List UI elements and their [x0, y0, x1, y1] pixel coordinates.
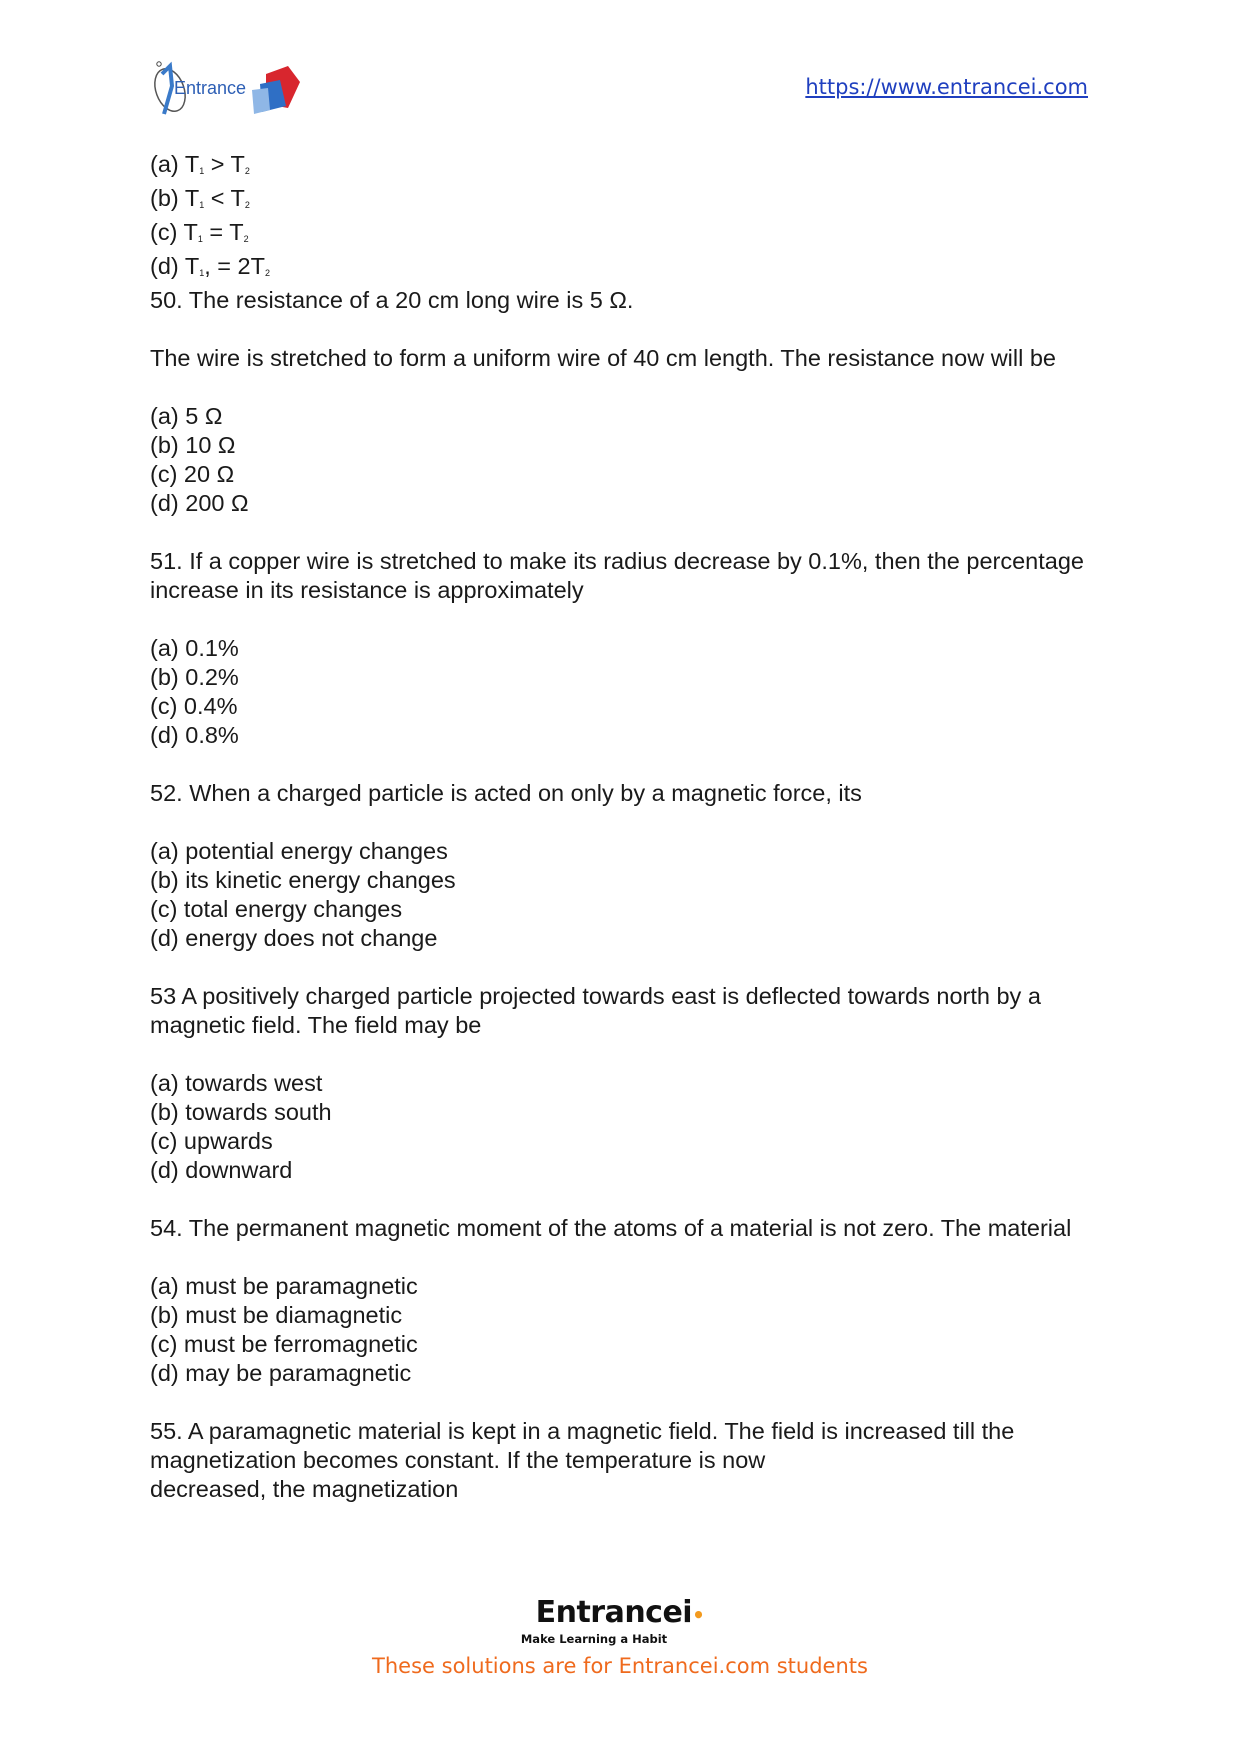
q49-option-b: (b) $T_1 < T_2$	[150, 185, 250, 211]
brand-dot-icon: •	[692, 1603, 705, 1627]
q54-option-a: (a) must be paramagnetic	[150, 1273, 418, 1299]
q50-option-d: (d) 200 Ω	[150, 490, 249, 516]
q49-option-c: (c) $T_1 = T_2$	[150, 219, 249, 245]
document-body	[150, 150, 1090, 1504]
q49-option-d: (d) $T_1$, = $2T_2$	[150, 253, 270, 279]
q55-stem-line-3: decreased, the magnetization	[150, 1476, 459, 1502]
q54-stem: 54. The permanent magnetic moment of the atoms of a material is not zero. The material	[150, 1215, 1072, 1241]
entrance-logo-icon	[148, 56, 308, 122]
q50-option-b: (b) 10 Ω	[150, 432, 236, 458]
q51-stem: 51. If a copper wire is stretched to make its radius decrease by 0.1%, then the percentage increase in its resistance is approximately	[150, 548, 1084, 603]
q52-option-a: (a) potential energy changes	[150, 838, 448, 864]
q55-stem-line-2: magnetization becomes constant. If the temperature is now	[150, 1447, 766, 1473]
footer-tagline: Make Learning a Habit	[520, 1632, 668, 1646]
q51-option-a: (a) 0.1%	[150, 635, 239, 661]
q50-option-a: (a) 5 Ω	[150, 403, 223, 429]
footer-brand: Entrancei•	[535, 1595, 705, 1630]
q51-option-c: (c) 0.4%	[150, 693, 238, 719]
svg-text:Entrance: Entrance	[174, 78, 247, 98]
q53-option-c: (c) upwards	[150, 1128, 273, 1154]
q54-option-c: (c) must be ferromagnetic	[150, 1331, 418, 1357]
q50-stem: 50. The resistance of a 20 cm long wire is 5 Ω.	[150, 287, 634, 313]
q50-stem-continued: The wire is stretched to form a uniform wire of 40 cm length. The resistance now will be	[150, 345, 1057, 371]
q52-stem: 52. When a charged particle is acted on only by a magnetic force, its	[150, 780, 862, 806]
q50-option-c: (c) 20 Ω	[150, 461, 235, 487]
q53-option-a: (a) towards west	[150, 1070, 323, 1096]
q53-option-b: (b) towards south	[150, 1099, 332, 1125]
q54-option-d: (d) may be paramagnetic	[150, 1360, 412, 1386]
q52-option-d: (d) energy does not change	[150, 925, 438, 951]
q51-option-d: (d) 0.8%	[150, 722, 239, 748]
q52-option-b: (b) its kinetic energy changes	[150, 867, 456, 893]
q53-option-d: (d) downward	[150, 1157, 293, 1183]
entrance-logo	[148, 56, 308, 122]
footer-note: These solutions are for Entrancei.com students	[372, 1654, 868, 1678]
q52-option-c: (c) total energy changes	[150, 896, 403, 922]
q55-stem-line-1: 55. A paramagnetic material is kept in a magnetic field. The field is increased till the	[150, 1418, 1015, 1444]
q54-option-b: (b) must be diamagnetic	[150, 1302, 403, 1328]
q49-option-a: (a) $T_1 > T_2$	[150, 151, 250, 177]
website-link[interactable]: https://www.entrancei.com	[805, 75, 1088, 99]
q51-option-b: (b) 0.2%	[150, 664, 239, 690]
q53-stem: 53 A positively charged particle projected towards east is deflected towards north by a magnetic field. The field may be	[150, 983, 1041, 1038]
footer-logo	[0, 1595, 1240, 1646]
